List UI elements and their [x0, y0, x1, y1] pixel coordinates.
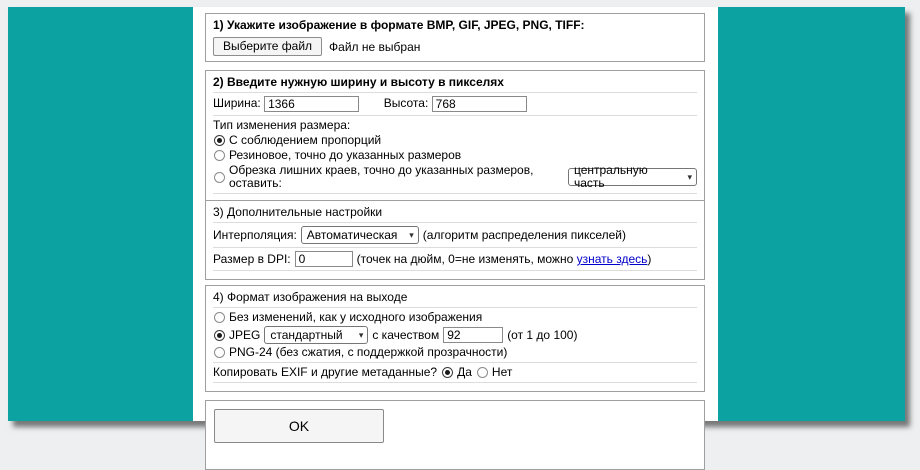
section-advanced: [205, 200, 705, 280]
format-option-jpeg-label: JPEG: [229, 327, 261, 342]
radio-crop[interactable]: [214, 172, 225, 183]
divider: [213, 362, 697, 363]
interpolation-note: (алгоритм распределения пикселей): [422, 228, 626, 242]
resize-option-stretch-label: Резиновое, точно до указанных размеров: [229, 148, 462, 162]
radio-proportions[interactable]: [214, 135, 225, 146]
content-column: [193, 7, 718, 434]
divider: [213, 115, 697, 116]
exif-row: [213, 366, 697, 379]
page-background: [8, 7, 905, 434]
chevron-down-icon: ▾: [687, 171, 692, 182]
width-height-row: [213, 96, 697, 112]
interpolation-row: [213, 226, 697, 244]
height-label: Высота:: [383, 96, 429, 111]
radio-png[interactable]: [214, 347, 225, 358]
section-output-title: 4) Формат изображения на выходе: [213, 290, 408, 304]
resize-option-stretch[interactable]: [213, 149, 697, 162]
interpolation-label: Интерполяция:: [213, 228, 297, 242]
dpi-label: Размер в DPI:: [213, 252, 291, 266]
ok-button[interactable]: OK: [214, 409, 384, 443]
radio-exif-no[interactable]: [477, 367, 488, 378]
interpolation-select-value: Автоматическая: [306, 228, 398, 242]
resize-option-crop-label: Обрезка лишних краев, точно до указанных размеров, оставить:: [229, 163, 534, 190]
dpi-row: [213, 251, 697, 267]
file-status-text: Файл не выбран: [329, 39, 421, 54]
divider: [213, 247, 697, 248]
divider: [213, 222, 697, 223]
file-row: [213, 37, 697, 56]
exif-no-label: Нет: [491, 365, 513, 379]
resize-option-proportions-label: С соблюдением пропорций: [229, 133, 382, 147]
chevron-down-icon: ▾: [409, 229, 414, 240]
width-input[interactable]: [264, 96, 359, 112]
divider: [213, 92, 697, 93]
section-submit: [205, 400, 705, 470]
dpi-input[interactable]: [295, 251, 353, 267]
section-advanced-title: 3) Дополнительные настройки: [213, 205, 383, 219]
section-output: [205, 285, 705, 392]
dpi-note-prefix: (точек на дюйм, 0=не изменять, можно: [356, 252, 574, 266]
resize-option-crop[interactable]: [213, 164, 697, 190]
divider: [213, 270, 697, 271]
format-option-unchanged[interactable]: [213, 311, 697, 324]
divider: [213, 382, 697, 383]
section-dimensions-title: 2) Введите нужную ширину и высоту в пикселях: [213, 75, 504, 89]
section-upload: [205, 13, 705, 62]
radio-unchanged[interactable]: [214, 312, 225, 323]
format-option-jpeg[interactable]: [213, 326, 697, 344]
divider: [213, 307, 697, 308]
interpolation-select[interactable]: [301, 226, 419, 244]
radio-stretch[interactable]: [214, 150, 225, 161]
jpeg-subtype-select[interactable]: [264, 326, 368, 344]
resize-option-proportions[interactable]: [213, 134, 697, 147]
chevron-down-icon: ▾: [358, 329, 364, 340]
crop-keep-select-value: центральную часть: [573, 163, 648, 190]
choose-file-button[interactable]: Выберите файл: [213, 37, 322, 56]
jpeg-quality-input[interactable]: [443, 327, 503, 343]
section-dimensions: [205, 70, 705, 203]
radio-jpeg[interactable]: [214, 330, 225, 341]
dpi-note-suffix: ): [647, 252, 652, 266]
resize-type-label: Тип изменения размера:: [213, 118, 351, 132]
height-input[interactable]: [432, 96, 527, 112]
jpeg-subtype-select-value: стандартный: [270, 327, 343, 342]
dpi-learn-more-link[interactable]: узнать здесь: [576, 252, 648, 266]
format-option-png[interactable]: [213, 346, 697, 359]
jpeg-quality-label: с качеством: [372, 327, 440, 342]
radio-exif-yes[interactable]: [442, 367, 453, 378]
jpeg-quality-note: (от 1 до 100): [507, 327, 578, 342]
format-option-unchanged-label: Без изменений, как у исходного изображения: [229, 310, 483, 324]
exif-yes-label: Да: [457, 365, 472, 379]
width-label: Ширина:: [213, 96, 261, 111]
divider: [213, 193, 697, 194]
section-upload-title: 1) Укажите изображение в формате BMP, GIF, JPEG, PNG, TIFF:: [213, 18, 585, 32]
crop-keep-select[interactable]: [568, 163, 697, 190]
format-option-png-label: PNG-24 (без сжатия, с поддержкой прозрачности): [229, 345, 508, 359]
exif-question: Копировать EXIF и другие метаданные?: [213, 365, 438, 379]
